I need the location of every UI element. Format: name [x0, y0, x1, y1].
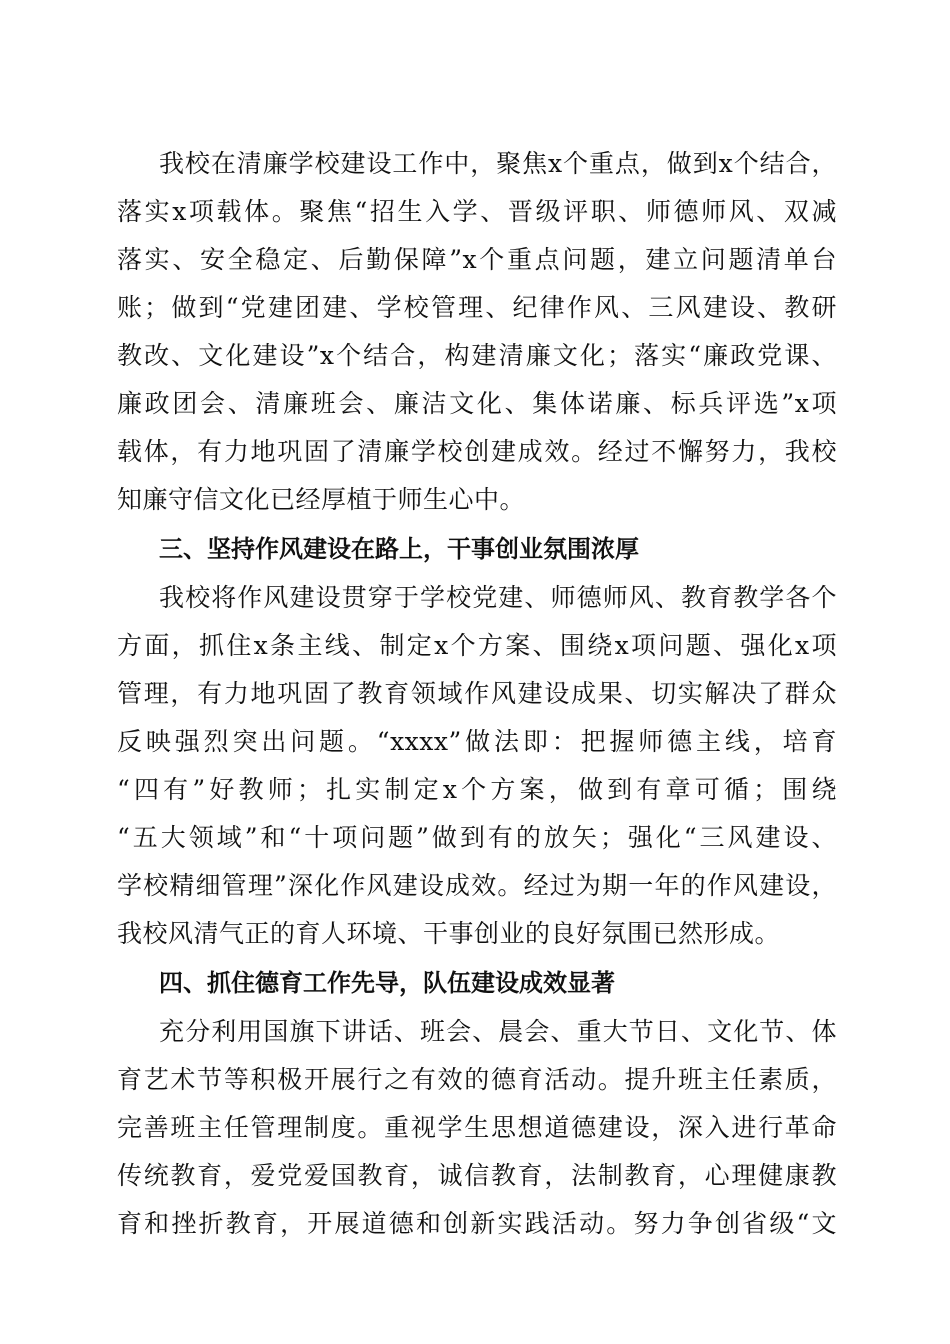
text-line: 我校在清廉学校建设工作中，聚焦x个重点，做到x个结合， [159, 149, 837, 178]
text-line: 育和挫折教育，开展道德和创新实践活动。努力争创省级“文 [117, 1209, 837, 1238]
text-line: “四有”好教师；扎实制定x个方案，做到有章可循；围绕 [117, 775, 837, 804]
document-body [117, 140, 837, 1248]
text-line: 反映强烈突出问题。“xxxx”做法即：把握师德主线，培育 [117, 727, 837, 756]
text-line: 充分利用国旗下讲话、班会、晨会、重大节日、文化节、体 [159, 1017, 837, 1046]
text-line: “五大领域”和“十项问题”做到有的放矢；强化“三风建设、 [117, 823, 837, 852]
text-line: 落实、安全稳定、后勤保障”x个重点问题，建立问题清单台 [117, 245, 837, 274]
text-line: 廉政团会、清廉班会、廉洁文化、集体诺廉、标兵评选”x项 [117, 389, 837, 418]
text-line: 知廉守信文化已经厚植于师生心中。 [117, 485, 526, 514]
text-line: 教改、文化建设”x个结合，构建清廉文化；落实“廉政党课、 [117, 341, 837, 370]
text-line: 载体，有力地巩固了清廉学校创建成效。经过不懈努力，我校 [117, 437, 837, 466]
paragraph-work-style [117, 574, 837, 958]
text-line: 育艺术节等积极开展行之有效的德育活动。提升班主任素质， [117, 1065, 837, 1094]
text-line: 方面，抓住x条主线、制定x个方案、围绕x项问题、强化x项 [117, 631, 837, 660]
text-line: 管理，有力地巩固了教育领域作风建设成果、切实解决了群众 [117, 679, 837, 708]
section-heading-3: 三、坚持作风建设在路上，干事创业氛围浓厚 [159, 535, 639, 563]
section-heading-4: 四、抓住德育工作先导，队伍建设成效显著 [159, 969, 615, 997]
paragraph-moral-education [117, 1008, 837, 1248]
paragraph-clean-school [117, 140, 837, 524]
text-line: 学校精细管理”深化作风建设成效。经过为期一年的作风建设， [117, 871, 837, 900]
text-line: 传统教育，爱党爱国教育，诚信教育，法制教育，心理健康教 [117, 1161, 837, 1190]
text-line: 我校风清气正的育人环境、干事创业的良好氛围已然形成。 [117, 919, 781, 948]
text-line: 完善班主任管理制度。重视学生思想道德建设，深入进行革命 [117, 1113, 837, 1142]
text-line: 我校将作风建设贯穿于学校党建、师德师风、教育教学各个 [159, 583, 837, 612]
text-line: 落实x项载体。聚焦“招生入学、晋级评职、师德师风、双减 [117, 197, 837, 226]
text-line: 账；做到“党建团建、学校管理、纪律作风、三风建设、教研 [117, 293, 837, 322]
